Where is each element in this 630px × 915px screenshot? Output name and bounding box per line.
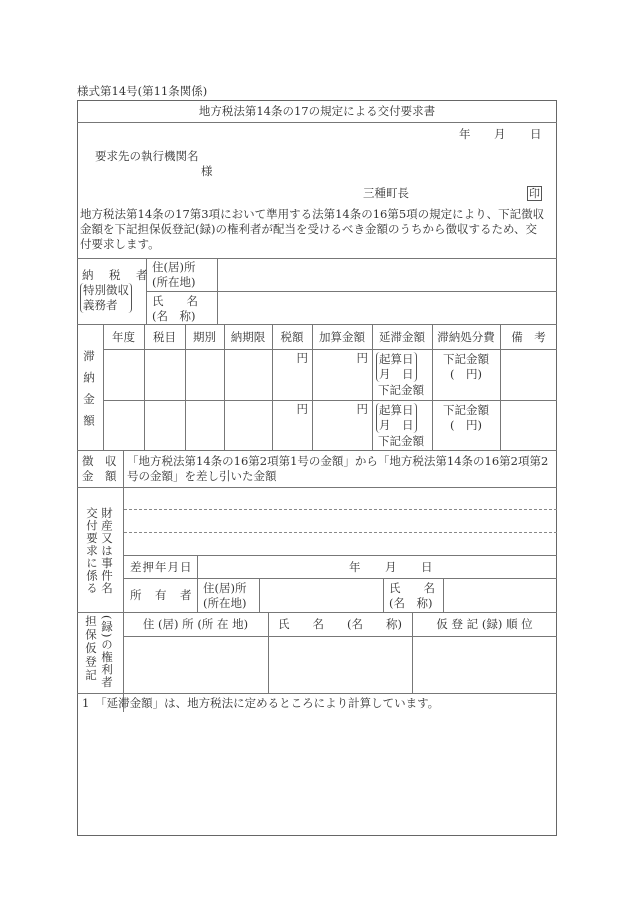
body-line-1: 地方税法第14条の17第3項において準用する法第14条の16第5項の規定により、下記徴収	[80, 207, 545, 221]
security-address-field[interactable]	[124, 637, 267, 692]
taxpayer-sublabel-2: 義務者	[83, 298, 118, 312]
date-month: 月	[494, 127, 506, 141]
row1-fee-label: 下記金額	[443, 352, 489, 366]
divider	[77, 450, 557, 451]
owner-address-field[interactable]	[260, 579, 382, 611]
form-id: 様式第14号(第11条関係)	[77, 84, 208, 98]
collection-label-1: 徴 収	[82, 454, 117, 468]
row1-late-start: 起算日	[379, 352, 414, 366]
owner-label: 所 有 者	[130, 588, 193, 602]
col-header-period: 期別	[193, 330, 216, 344]
seizure-month: 月	[385, 560, 397, 574]
taxpayer-address-label-2: (所在地)	[152, 275, 196, 289]
owner-address-label-2: (所在地)	[203, 596, 247, 610]
delinquency-side-label: 滞納金額	[82, 350, 96, 436]
taxpayer-sublabel	[80, 283, 132, 313]
taxpayer-sublabel-1: 特別徴収	[83, 283, 129, 297]
security-header-name: 氏 名 (名 称)	[278, 617, 402, 631]
owner-name-label-1: 氏 名	[389, 581, 435, 595]
security-name-field[interactable]	[269, 637, 411, 692]
date-year: 年	[459, 127, 471, 141]
col-header-additional: 加算金額	[319, 330, 365, 344]
row1-fee-value: ( 円)	[450, 367, 482, 381]
taxpayer-label: 納 税 者	[82, 268, 150, 282]
form-title: 地方税法第14条の17の規定による交付要求書	[198, 104, 436, 118]
property-field[interactable]	[124, 488, 556, 554]
security-rank-field[interactable]	[413, 637, 556, 692]
col-header-due-date: 納期限	[230, 330, 266, 344]
owner-name-field[interactable]	[444, 579, 556, 611]
collection-label-2: 金 額	[82, 469, 117, 483]
row1-late-date: 月 日	[379, 367, 414, 381]
seizure-day: 日	[421, 560, 433, 574]
taxpayer-name-label-1: 氏 名	[152, 294, 198, 308]
taxpayer-address-label-1: 住(居)所	[152, 260, 196, 274]
col-header-late-fee: 延滞金額	[379, 330, 425, 344]
row1-late-amount: 下記金額	[378, 383, 424, 397]
divider	[77, 122, 557, 123]
row2-late-date: 月 日	[379, 418, 414, 432]
seizure-date-label: 差押年月日	[130, 560, 193, 574]
divider	[103, 400, 557, 401]
owner-name-label-2: (名 称)	[389, 596, 433, 610]
sender-name: 三種町長	[363, 186, 409, 200]
row2-late-bracket	[376, 403, 417, 433]
row1-additional: 円	[356, 351, 368, 365]
taxpayer-address-field[interactable]	[218, 259, 556, 291]
row1-tax-amount: 円	[296, 351, 308, 365]
divider	[197, 555, 198, 612]
body-line-2: 金額を下記担保仮登記(録)の権利者が配当を受けるべき金額のうちから徴収するため、交	[80, 222, 538, 236]
col-header-remarks: 備 考	[511, 330, 546, 344]
divider	[103, 349, 557, 350]
row2-late-start: 起算日	[379, 403, 414, 417]
row2-additional: 円	[356, 402, 368, 416]
taxpayer-name-field[interactable]	[218, 292, 556, 324]
row1-late-bracket	[376, 352, 417, 382]
seal-icon: 印	[529, 187, 540, 200]
recipient-honorific: 様	[201, 164, 213, 178]
collection-text-2: 号の金額」を差し引いた金額	[127, 469, 277, 483]
divider	[383, 578, 384, 612]
recipient-label: 要求先の執行機関名	[95, 149, 199, 163]
security-side-label-a: 担保仮登記	[84, 615, 98, 683]
row2-late-amount: 下記金額	[378, 434, 424, 448]
row2-fee-label: 下記金額	[443, 403, 489, 417]
seizure-year: 年	[349, 560, 361, 574]
property-side-label-a: 交付要求に係る	[85, 507, 99, 595]
row2-fee-value: ( 円)	[450, 418, 482, 432]
col-header-year: 年度	[112, 330, 135, 344]
collection-text-1: 「地方税法第14条の16第2項第1号の金額」から「地方税法第14条の16第2項第2	[127, 454, 549, 468]
col-header-tax-item: 税目	[153, 330, 176, 344]
date-day: 日	[530, 127, 542, 141]
divider	[77, 612, 557, 613]
col-header-disposition-cost: 滞納処分費	[437, 330, 495, 344]
col-header-tax-amount: 税額	[280, 330, 304, 344]
body-line-3: 付要求します。	[80, 237, 160, 251]
divider	[77, 693, 557, 694]
security-side-label-b: (録)の権利者	[100, 615, 114, 689]
property-side-label-b: 財産又は事件名	[100, 507, 114, 595]
taxpayer-name-label-2: (名 称)	[152, 309, 196, 323]
divider	[77, 324, 557, 325]
owner-address-label-1: 住(居)所	[203, 581, 247, 595]
security-header-address: 住 (居) 所 (所 在 地)	[142, 617, 249, 631]
divider	[123, 555, 557, 556]
note-1: 1 「延滞金額」は、地方税法に定めるところにより計算しています。	[82, 696, 440, 710]
row2-tax-amount: 円	[296, 402, 308, 416]
security-header-rank: 仮 登 記 (録) 順 位	[436, 617, 533, 631]
